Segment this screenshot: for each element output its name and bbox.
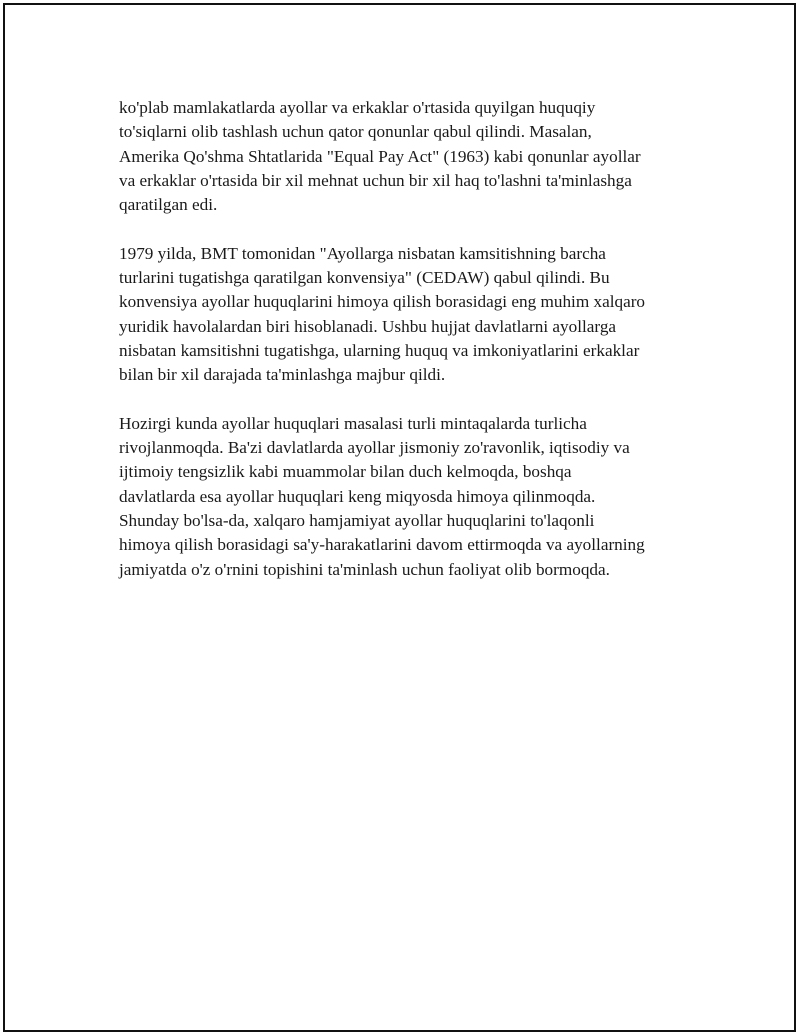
text-line: bilan bir xil darajada ta'minlashga majbur qildi.: [119, 365, 446, 385]
text-line: va erkaklar o'rtasida bir xil mehnat uchun bir xil haq to'lashni ta'minlashga: [119, 170, 632, 190]
text-line: turlarini tugatishga qaratilgan konvensiya" (CEDAW) qabul qilindi. Bu: [119, 268, 610, 288]
text-line: konvensiya ayollar huquqlarini himoya qilish borasidagi eng muhim xalqaro: [119, 292, 646, 312]
text-line: Shunday bo'lsa-da, xalqaro hamjamiyat ayollar huquqlarini to'laqonli: [119, 511, 595, 531]
text-line: yuridik havolalardan biri hisoblanadi. Ushbu hujjat davlatlarni ayollarga: [119, 316, 617, 336]
text-line: himoya qilish borasidagi sa'y-harakatlarini davom ettirmoqda va ayollarning: [119, 535, 645, 555]
text-line: to'siqlarni olib tashlash uchun qator qonunlar qabul qilindi. Masalan,: [119, 122, 592, 142]
paragraph-cedaw: [119, 242, 699, 388]
text-line: jamiyatda o'z o'rnini topishini ta'minlash uchun faoliyat olib bormoqda.: [119, 559, 610, 579]
text-line: 1979 yilda, BMT tomonidan "Ayollarga nisbatan kamsitishning barcha: [119, 243, 606, 263]
document-page: [3, 3, 796, 1032]
text-line: rivojlanmoqda. Ba'zi davlatlarda ayollar jismoniy zo'ravonlik, iqtisodiy va: [119, 438, 630, 458]
document-body: [119, 96, 699, 606]
text-line: davlatlarda esa ayollar huquqlari keng miqyosda himoya qilinmoqda.: [119, 486, 596, 506]
text-line: ijtimoiy tengsizlik kabi muammolar bilan duch kelmoqda, boshqa: [119, 462, 572, 482]
text-line: qaratilgan edi.: [119, 195, 218, 215]
paragraph-equal-pay: [119, 96, 699, 217]
text-line: nisbatan kamsitishni tugatishga, ularning huquq va imkoniyatlarini erkaklar: [119, 340, 640, 360]
paragraph-current-situation: [119, 412, 699, 582]
text-line: ko'plab mamlakatlarda ayollar va erkaklar o'rtasida quyilgan huquqiy: [119, 98, 596, 117]
text-line: Amerika Qo'shma Shtatlarida "Equal Pay Act" (1963) kabi qonunlar ayollar: [119, 146, 641, 166]
text-line: Hozirgi kunda ayollar huquqlari masalasi turli mintaqalarda turlicha: [119, 413, 587, 433]
